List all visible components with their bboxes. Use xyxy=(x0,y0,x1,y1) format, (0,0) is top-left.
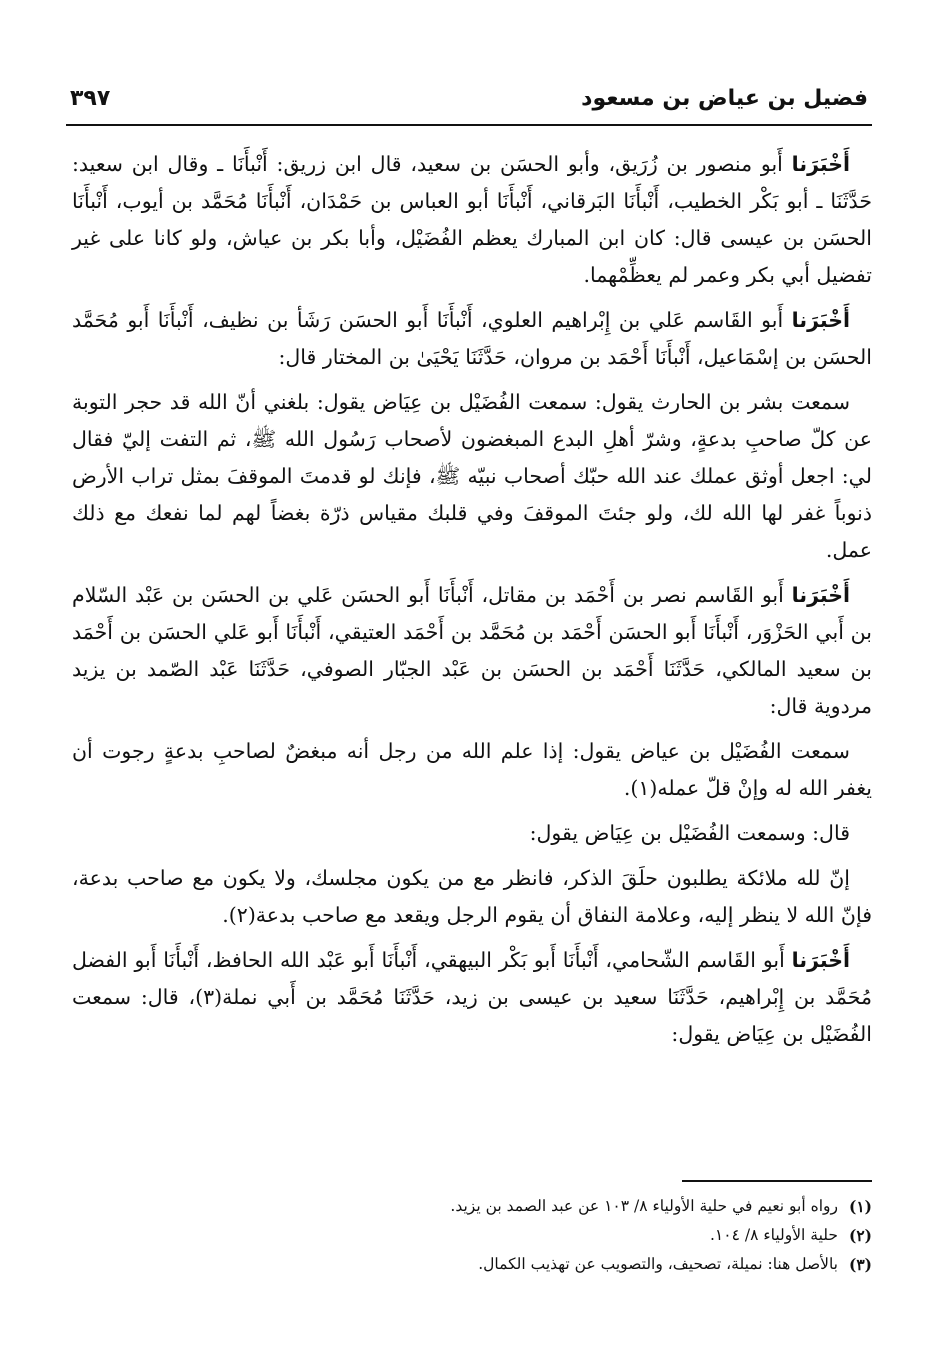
paragraph xyxy=(72,384,872,569)
paragraph xyxy=(72,942,872,1053)
footnote xyxy=(72,1221,872,1250)
paragraph-text: أَبو القَاسم عَلي بن إِبْراهيم العلوي، أَنْبأَنَا أَبو الحسَن رَشَأ بن نظيف، أَنْبأَنَا أَبو مُحَمَّد الحسَن بن إسْمَاعيل، أَنْبأَنَا أَحْمَد بن مروان، حَدَّثَنَا يَحْيَىٰ بن المختار قال: xyxy=(72,308,872,369)
footnote xyxy=(72,1192,872,1221)
footnote-divider xyxy=(682,1180,872,1182)
paragraph-lead: أَخْبَرَنا xyxy=(791,948,850,972)
paragraph xyxy=(72,860,872,934)
footnote-text: بالأصل هنا: نميلة، تصحيف، والتصويب عن تهذيب الكمال. xyxy=(478,1255,838,1273)
paragraph-text: سمعت بشر بن الحارث يقول: سمعت الفُضَيْل بن عِيَاض يقول: بلغني أنّ الله قد حجر التوبة عن كلّ صاحبِ بدعةٍ، وشرّ أهلِ البدع المبغضون لأصحاب رَسُول الله ﷺ، ثم التفت إليّ فقال لي: اجعل أوثق عملك عند الله حبّك أصحاب نبيّه ﷺ، فإنك لو قدمتَ الموقفَ بمثل تراب الأرض ذنوباً غفر لها الله لك، ولو جئتَ الموقفَ وفي قلبك مقياس ذرّة بغضاً لهم لما نفعك مع ذلك عمل. xyxy=(72,390,872,562)
paragraph xyxy=(72,302,872,376)
paragraph xyxy=(72,577,872,725)
paragraph-text: سمعت الفُضَيْل بن عياض يقول: إذا علم الله من رجل أنه مبغضٌ لصاحبِ بدعةٍ رجوت أن يغفر الله له وإنْ قلّ عمله(١). xyxy=(72,739,872,800)
paragraph-text: قال: وسمعت الفُضَيْل بن عِيَاض يقول: xyxy=(529,821,850,845)
page-number: ٣٩٧ xyxy=(70,86,111,111)
paragraph xyxy=(72,146,872,294)
paragraph-text: أَبو القَاسم نصر بن أَحْمَد بن مقاتل، أَنْبأَنَا أَبو الحسَن عَلي بن الحسَن بن عَبْد السّلام بن أَبي الحَزْوَر، أَنْبأَنَا أَبو الحسَن أَحْمَد بن مُحَمَّد بن أَحْمَد العتيقي، أَنْبأَنَا أَبو عَلي الحسَن بن أَحْمَد بن سعيد المالكي، حَدَّثَنَا أَحْمَد بن الحسَن بن عَبْد الجبّار الصوفي، حَدَّثَنَا عَبْد الصّمد بن يزيد مردوية قال: xyxy=(72,583,872,718)
footnote-number: (٣) xyxy=(848,1255,872,1274)
footnote-number: (٢) xyxy=(848,1226,872,1245)
paragraph-lead: أَخْبَرَنا xyxy=(791,583,850,607)
paragraph-text: إنّ لله ملائكة يطلبون حلَقَ الذكر، فانظر مع من يكون مجلسك، ولا يكون مع صاحب بدعة، فإنّ الله لا ينظر إليه، وعلامة النفاق أن يقوم الرجل ويقعد مع صاحب بدعة(٢). xyxy=(72,866,872,927)
paragraph xyxy=(72,733,872,807)
paragraph xyxy=(72,815,872,852)
paragraph-text: أَبو القَاسم الشّحامي، أَنْبأَنَا أَبو بَكْر البيهقي، أَنْبأَنَا أَبو عَبْد الله الحافظ، أَنْبأَنَا أَبو الفضل مُحَمَّد بن إِبْراهيم، حَدَّثَنَا سعيد بن عيسى بن زيد، حَدَّثَنَا مُحَمَّد بن أَبي نملة(٣)، قال: سمعت الفُضَيْل بن عِيَاض يقول: xyxy=(72,948,872,1046)
footnotes xyxy=(72,1192,872,1279)
main-text xyxy=(72,146,872,1061)
paragraph-lead: أَخْبَرَنا xyxy=(791,308,850,332)
footnote-text: حلية الأولياء ٨/ ١٠٤. xyxy=(709,1226,838,1244)
chapter-title: فضيل بن عياض بن مسعود xyxy=(581,86,868,111)
footnote-text: رواه أبو نعيم في حلية الأولياء ٨/ ١٠٣ عن عبد الصمد بن يزيد. xyxy=(450,1197,838,1215)
paragraph-text: أَبو منصور بن زُرَيق، وأبو الحسَن بن سعيد، قال ابن زريق: أَنْبأَنَا ـ وقال ابن سعيد: حَدَّثَنَا ـ أبو بَكْر الخطيب، أَنْبأَنَا البَرقاني، أَنْبأَنَا أبو العباس بن حَمْدَان، أَنْبأَنَا مُحَمَّد بن أيوب، أَنْبأَنَا الحسَن بن عيسى قال: كان ابن المبارك يعظم الفُضَيْل، وأبا بكر بن عياش، ولو كانا على غير تفضيل أبي بكر وعمر لم يعظِّمْهما. xyxy=(72,152,872,287)
footnote xyxy=(72,1250,872,1279)
running-header xyxy=(66,84,872,126)
footnote-number: (١) xyxy=(848,1197,872,1216)
paragraph-lead: أَخْبَرَنا xyxy=(791,152,850,176)
